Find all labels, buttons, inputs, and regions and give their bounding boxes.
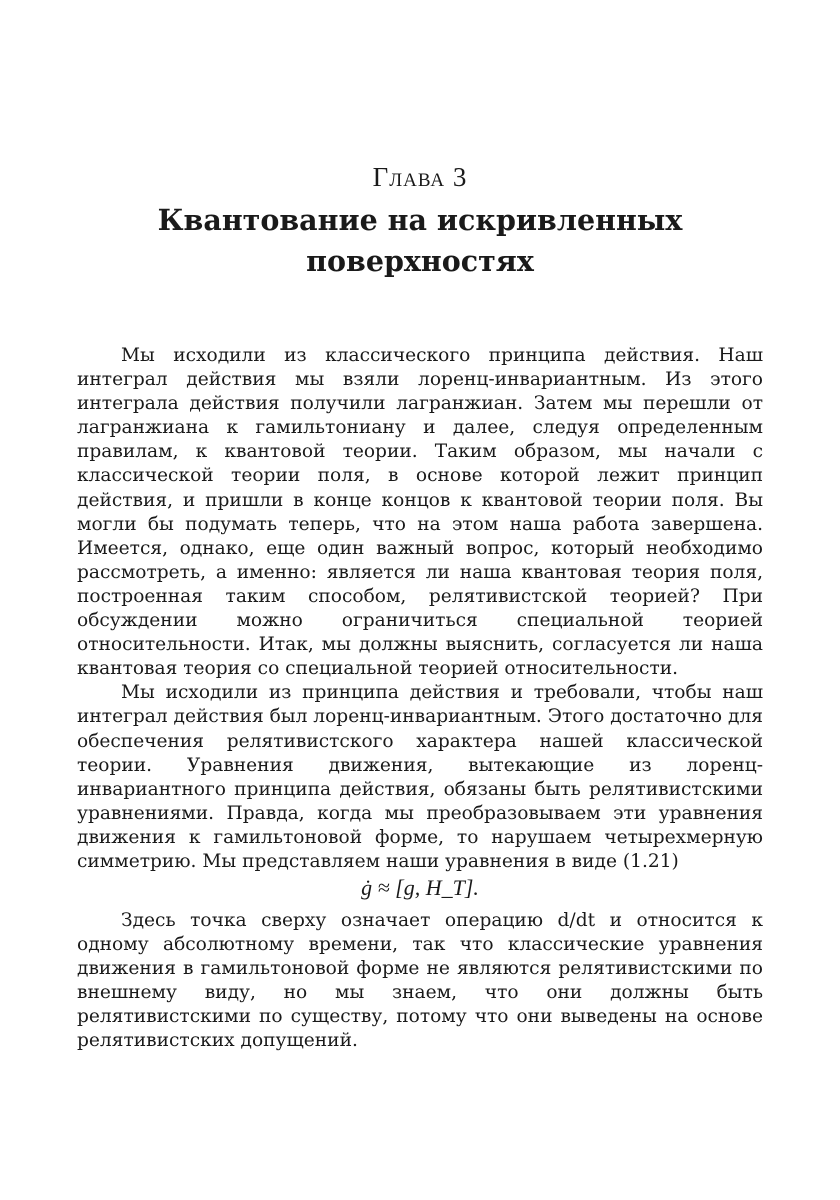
paragraph-1: Мы исходили из классического принципа действия. Наш интеграл действия мы взяли лоренц-инвариантным. Из этого интеграла действия получили лагранжиан. Затем мы перешли от лагранжиана к гамильтониану и далее, следуя определенным правилам, к квантовой теории. Таким образом, мы начали с классической теории поля, в основе которой лежит принцип действия, и пришли в конце концов к квантовой теории поля. Вы могли бы подумать теперь, что на этом наша работа завершена. Имеется, однако, еще один важный вопрос, который необходимо рассмотреть, а именно: является ли наша квантовая теория поля, построенная таким способом, релятивистской теорией? При обсуждении можно ограничиться специальной теорией относительности. Итак, мы должны выяснить, согласуется ли наша квантовая теория со специальной теорией относительности. xyxy=(77,345,763,680)
text-block-top xyxy=(77,344,763,874)
text-block-bottom xyxy=(77,909,763,1054)
equation-hamilton: ġ ≈ [g, H_T]. xyxy=(361,875,479,900)
chapter-title-line-2: поверхностях xyxy=(306,244,534,278)
paragraph-3: Здесь точка сверху означает операцию d/dt и относится к одному абсолютному времени, так что классические уравнения движения в гамильтоновой форме не являются релятивистскими по внешнему виду, но мы знаем, что они должны быть релятивистскими по существу, потому что они выведены на основе релятивистских допущений. xyxy=(77,910,763,1052)
paragraph-2: Мы исходили из принципа действия и требовали, чтобы наш интеграл действия был лоренц-инвариантным. Этого достаточно для обеспечения релятивистского характера нашей классической теории. Уравнения движения, вытекающие из лоренц-инвариантного принципа действия, обязаны быть релятивистскими уравнениями. Правда, когда мы преобразовываем эти уравнения движения к гамильтоновой форме, то нарушаем четырехмерную симметрию. Мы представляем наши уравнения в виде (1.21) xyxy=(77,682,763,872)
chapter-number: Глава 3 xyxy=(372,162,468,192)
chapter-title-line-1: Квантование на искривленных xyxy=(157,203,683,237)
chapter-title xyxy=(0,200,840,282)
